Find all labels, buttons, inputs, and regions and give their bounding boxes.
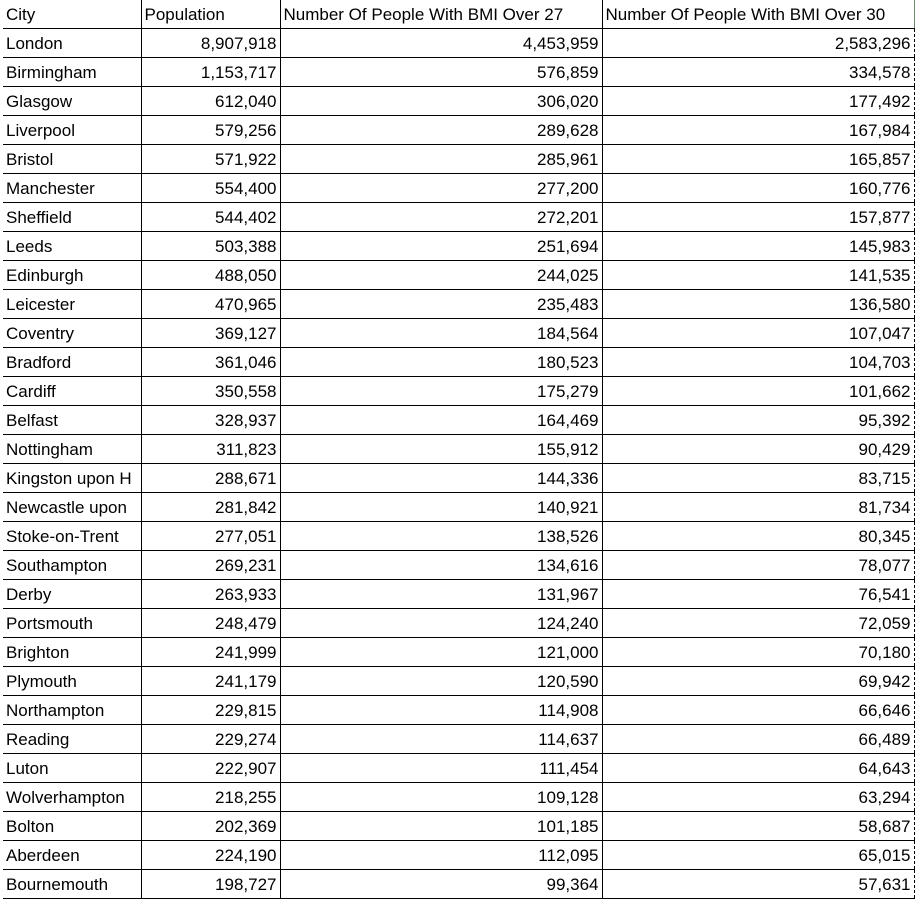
cell-bmi-over-27[interactable]: 306,020: [280, 87, 602, 116]
cell-city[interactable]: Kingston upon H: [3, 464, 141, 493]
table-row: [3, 522, 914, 551]
cell-population[interactable]: 612,040: [141, 87, 280, 116]
cell-bmi-over-27[interactable]: 272,201: [280, 203, 602, 232]
cell-city[interactable]: Glasgow: [3, 87, 141, 116]
cell-bmi-over-30[interactable]: 141,535: [602, 261, 914, 290]
cell-city[interactable]: Birmingham: [3, 58, 141, 87]
cell-bmi-over-30[interactable]: 167,984: [602, 116, 914, 145]
cell-bmi-over-27[interactable]: 164,469: [280, 406, 602, 435]
cell-bmi-over-27[interactable]: 101,185: [280, 812, 602, 841]
table-row: [3, 174, 914, 203]
table-row: [3, 580, 914, 609]
cell-population[interactable]: 263,933: [141, 580, 280, 609]
cell-bmi-over-27[interactable]: 277,200: [280, 174, 602, 203]
table-row: [3, 116, 914, 145]
cell-bmi-over-27[interactable]: 175,279: [280, 377, 602, 406]
table-row: [3, 319, 914, 348]
cell-bmi-over-30[interactable]: 157,877: [602, 203, 914, 232]
table-row: [3, 783, 914, 812]
cell-population[interactable]: 361,046: [141, 348, 280, 377]
cell-bmi-over-27[interactable]: 180,523: [280, 348, 602, 377]
cell-bmi-over-27[interactable]: 251,694: [280, 232, 602, 261]
cell-bmi-over-27[interactable]: 140,921: [280, 493, 602, 522]
cell-bmi-over-27[interactable]: 144,336: [280, 464, 602, 493]
cell-population[interactable]: 579,256: [141, 116, 280, 145]
cell-city[interactable]: Stoke-on-Trent: [3, 522, 141, 551]
table-row: [3, 406, 914, 435]
cell-bmi-over-27[interactable]: 134,616: [280, 551, 602, 580]
cell-bmi-over-30[interactable]: 76,541: [602, 580, 914, 609]
cell-bmi-over-30[interactable]: 165,857: [602, 145, 914, 174]
table-row: [3, 464, 914, 493]
table-row: [3, 87, 914, 116]
cell-population[interactable]: 544,402: [141, 203, 280, 232]
cell-bmi-over-30[interactable]: 58,687: [602, 812, 914, 841]
cell-bmi-over-30[interactable]: 104,703: [602, 348, 914, 377]
cell-bmi-over-30[interactable]: 78,077: [602, 551, 914, 580]
cell-population[interactable]: 241,999: [141, 638, 280, 667]
cell-city[interactable]: Manchester: [3, 174, 141, 203]
cell-population[interactable]: 488,050: [141, 261, 280, 290]
header-cell-city[interactable]: City: [3, 0, 141, 29]
cell-bmi-over-27[interactable]: 4,453,959: [280, 29, 602, 58]
table-body: [3, 29, 914, 899]
cell-bmi-over-27[interactable]: 121,000: [280, 638, 602, 667]
table-row: [3, 551, 914, 580]
cell-population[interactable]: 470,965: [141, 290, 280, 319]
table-row: [3, 812, 914, 841]
spreadsheet-table: [3, 0, 915, 899]
cell-city[interactable]: Wolverhampton: [3, 783, 141, 812]
cell-bmi-over-30[interactable]: 66,489: [602, 725, 914, 754]
cell-bmi-over-27[interactable]: 114,908: [280, 696, 602, 725]
cell-population[interactable]: 198,727: [141, 870, 280, 899]
cell-bmi-over-27[interactable]: 111,454: [280, 754, 602, 783]
table-row: [3, 348, 914, 377]
cell-population[interactable]: 311,823: [141, 435, 280, 464]
cell-city[interactable]: Derby: [3, 580, 141, 609]
cell-city[interactable]: Nottingham: [3, 435, 141, 464]
cell-population[interactable]: 369,127: [141, 319, 280, 348]
cell-bmi-over-30[interactable]: 136,580: [602, 290, 914, 319]
cell-bmi-over-27[interactable]: 155,912: [280, 435, 602, 464]
cell-city[interactable]: Bournemouth: [3, 870, 141, 899]
table-row: [3, 232, 914, 261]
table-row: [3, 754, 914, 783]
cell-bmi-over-30[interactable]: 95,392: [602, 406, 914, 435]
cell-city[interactable]: Newcastle upon: [3, 493, 141, 522]
cell-city[interactable]: Belfast: [3, 406, 141, 435]
cell-bmi-over-30[interactable]: 145,983: [602, 232, 914, 261]
cell-bmi-over-30[interactable]: 2,583,296: [602, 29, 914, 58]
cell-population[interactable]: 281,842: [141, 493, 280, 522]
table-row: [3, 145, 914, 174]
table-row: [3, 29, 914, 58]
cell-population[interactable]: 222,907: [141, 754, 280, 783]
cell-city[interactable]: Southampton: [3, 551, 141, 580]
cell-population[interactable]: 350,558: [141, 377, 280, 406]
cell-bmi-over-27[interactable]: 109,128: [280, 783, 602, 812]
cell-bmi-over-30[interactable]: 90,429: [602, 435, 914, 464]
cell-city[interactable]: London: [3, 29, 141, 58]
cell-bmi-over-30[interactable]: 80,345: [602, 522, 914, 551]
header-row: [3, 0, 914, 29]
header-cell-bmi-over-27[interactable]: Number Of People With BMI Over 27: [280, 0, 602, 29]
cell-city[interactable]: Portsmouth: [3, 609, 141, 638]
cell-bmi-over-27[interactable]: 138,526: [280, 522, 602, 551]
cell-population[interactable]: 554,400: [141, 174, 280, 203]
cell-population[interactable]: 277,051: [141, 522, 280, 551]
cell-bmi-over-30[interactable]: 66,646: [602, 696, 914, 725]
cell-bmi-over-30[interactable]: 334,578: [602, 58, 914, 87]
table-row: [3, 435, 914, 464]
cell-city[interactable]: Leicester: [3, 290, 141, 319]
cell-population[interactable]: 224,190: [141, 841, 280, 870]
cell-city[interactable]: Reading: [3, 725, 141, 754]
cell-bmi-over-30[interactable]: 69,942: [602, 667, 914, 696]
cell-city[interactable]: Bolton: [3, 812, 141, 841]
table-row: [3, 609, 914, 638]
cell-city[interactable]: Edinburgh: [3, 261, 141, 290]
cell-bmi-over-30[interactable]: 83,715: [602, 464, 914, 493]
table-row: [3, 377, 914, 406]
cell-city[interactable]: Leeds: [3, 232, 141, 261]
cell-bmi-over-27[interactable]: 120,590: [280, 667, 602, 696]
cell-population[interactable]: 269,231: [141, 551, 280, 580]
cell-city[interactable]: Brighton: [3, 638, 141, 667]
cell-city[interactable]: Sheffield: [3, 203, 141, 232]
cell-city[interactable]: Bristol: [3, 145, 141, 174]
cell-bmi-over-27[interactable]: 99,364: [280, 870, 602, 899]
cell-city[interactable]: Bradford: [3, 348, 141, 377]
cell-population[interactable]: 328,937: [141, 406, 280, 435]
cell-bmi-over-27[interactable]: 131,967: [280, 580, 602, 609]
cell-population[interactable]: 229,274: [141, 725, 280, 754]
cell-population[interactable]: 1,153,717: [141, 58, 280, 87]
cell-population[interactable]: 503,388: [141, 232, 280, 261]
cell-bmi-over-30[interactable]: 160,776: [602, 174, 914, 203]
table-row: [3, 261, 914, 290]
cell-bmi-over-27[interactable]: 576,859: [280, 58, 602, 87]
cell-population[interactable]: 288,671: [141, 464, 280, 493]
table-row: [3, 725, 914, 754]
table-row: [3, 58, 914, 87]
cell-bmi-over-27[interactable]: 244,025: [280, 261, 602, 290]
cell-bmi-over-27[interactable]: 124,240: [280, 609, 602, 638]
cell-bmi-over-30[interactable]: 72,059: [602, 609, 914, 638]
cell-bmi-over-27[interactable]: 112,095: [280, 841, 602, 870]
cell-population[interactable]: 229,815: [141, 696, 280, 725]
cell-bmi-over-27[interactable]: 114,637: [280, 725, 602, 754]
table-row: [3, 203, 914, 232]
cell-population[interactable]: 218,255: [141, 783, 280, 812]
cell-city[interactable]: Luton: [3, 754, 141, 783]
cell-bmi-over-30[interactable]: 65,015: [602, 841, 914, 870]
cell-bmi-over-27[interactable]: 285,961: [280, 145, 602, 174]
cell-city[interactable]: Plymouth: [3, 667, 141, 696]
table-row: [3, 493, 914, 522]
cell-bmi-over-30[interactable]: 57,631: [602, 870, 914, 899]
table-row: [3, 841, 914, 870]
cell-city[interactable]: Liverpool: [3, 116, 141, 145]
table-row: [3, 667, 914, 696]
cell-population[interactable]: 241,179: [141, 667, 280, 696]
table-row: [3, 638, 914, 667]
cell-population[interactable]: 571,922: [141, 145, 280, 174]
cell-bmi-over-30[interactable]: 81,734: [602, 493, 914, 522]
cell-bmi-over-30[interactable]: 101,662: [602, 377, 914, 406]
cell-population[interactable]: 202,369: [141, 812, 280, 841]
cell-bmi-over-27[interactable]: 289,628: [280, 116, 602, 145]
cell-population[interactable]: 248,479: [141, 609, 280, 638]
header-cell-bmi-over-30[interactable]: Number Of People With BMI Over 30: [602, 0, 914, 29]
header-cell-population[interactable]: Population: [141, 0, 280, 29]
cell-city[interactable]: Cardiff: [3, 377, 141, 406]
cell-city[interactable]: Northampton: [3, 696, 141, 725]
table-row: [3, 696, 914, 725]
cell-bmi-over-30[interactable]: 70,180: [602, 638, 914, 667]
table-row: [3, 870, 914, 899]
cell-bmi-over-30[interactable]: 64,643: [602, 754, 914, 783]
cell-bmi-over-30[interactable]: 107,047: [602, 319, 914, 348]
cell-bmi-over-30[interactable]: 63,294: [602, 783, 914, 812]
cell-bmi-over-27[interactable]: 184,564: [280, 319, 602, 348]
cell-population[interactable]: 8,907,918: [141, 29, 280, 58]
table-row: [3, 290, 914, 319]
cell-bmi-over-30[interactable]: 177,492: [602, 87, 914, 116]
cell-city[interactable]: Coventry: [3, 319, 141, 348]
cell-bmi-over-27[interactable]: 235,483: [280, 290, 602, 319]
cell-city[interactable]: Aberdeen: [3, 841, 141, 870]
